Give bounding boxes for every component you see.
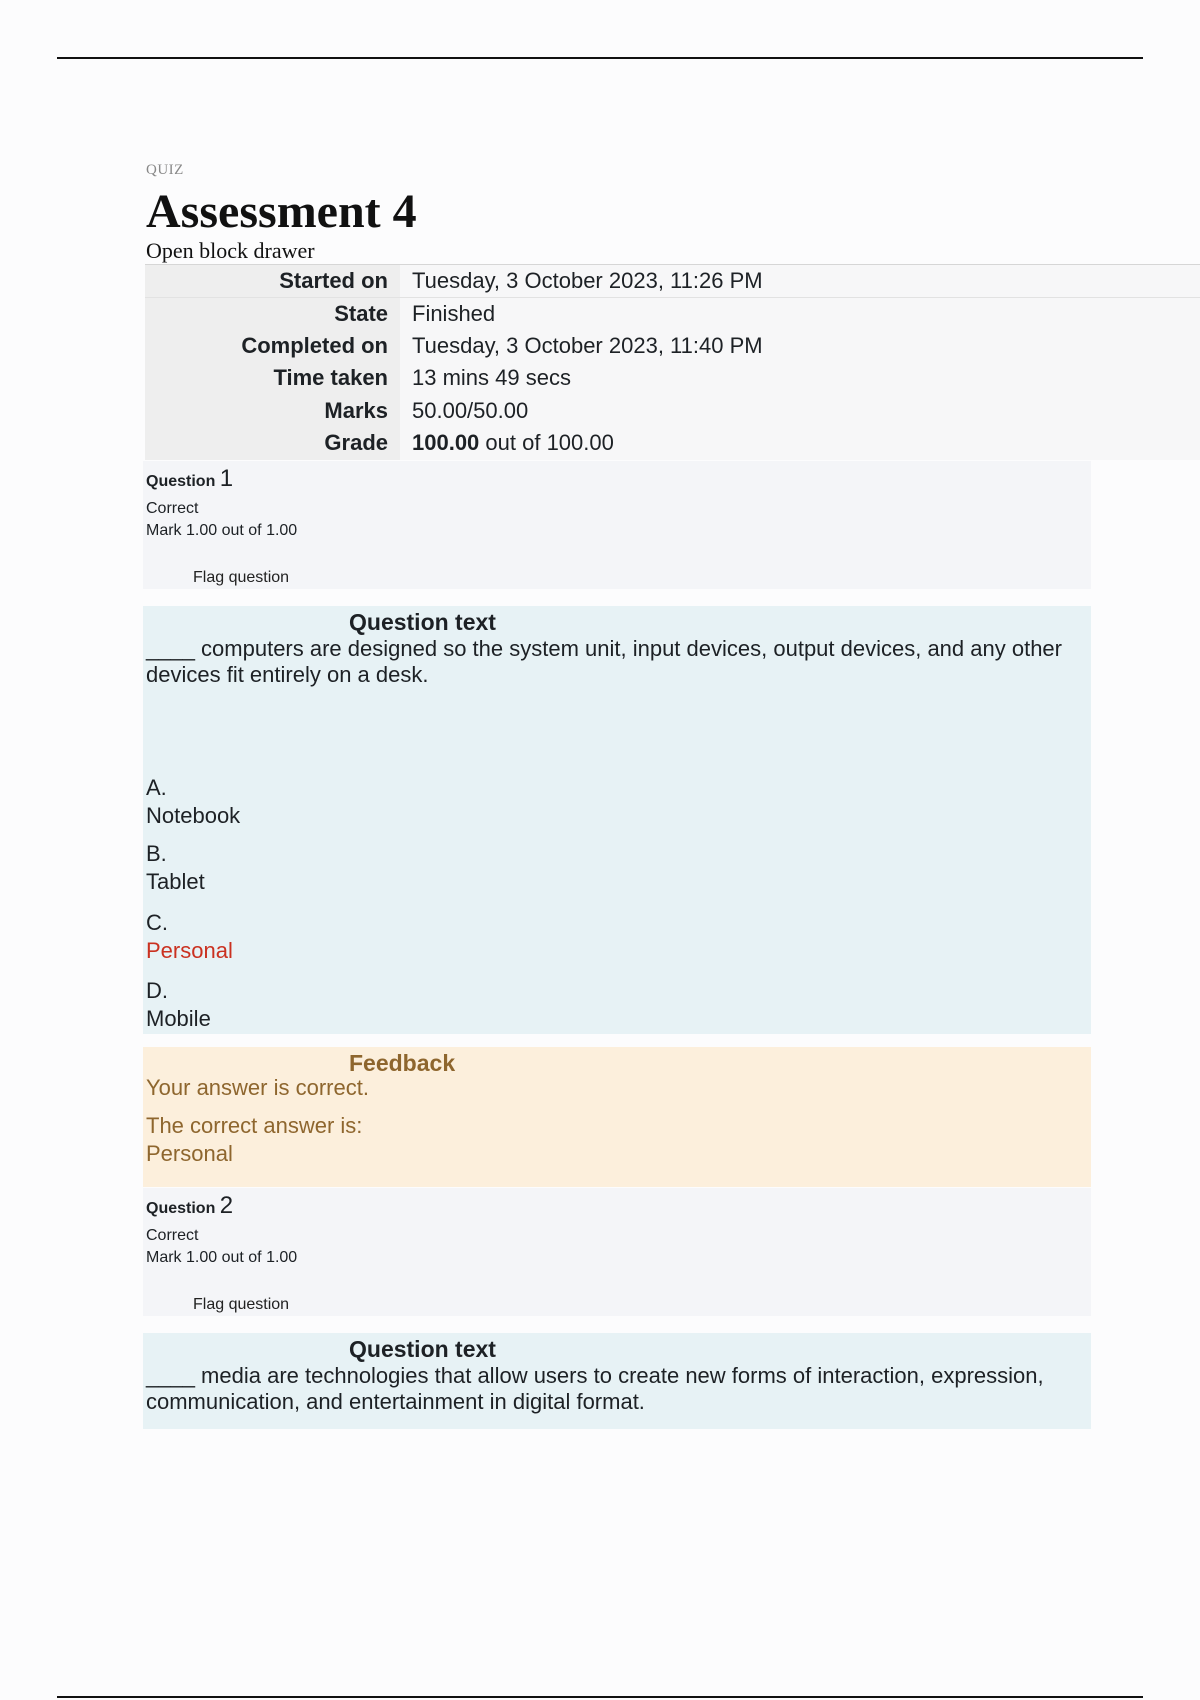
answer-label: Tablet bbox=[146, 869, 205, 894]
summary-row-started bbox=[145, 265, 1200, 298]
question-mark: Mark 1.00 out of 1.00 bbox=[146, 522, 298, 539]
section-label: QUIZ bbox=[146, 162, 184, 178]
summary-value: Tuesday, 3 October 2023, 11:40 PM bbox=[400, 330, 1200, 363]
question-number bbox=[146, 1192, 233, 1220]
question-1-feedback bbox=[143, 1047, 1091, 1187]
attempt-summary-table bbox=[145, 264, 1200, 460]
question-1-info bbox=[143, 461, 1091, 589]
question-text-heading: Question text bbox=[349, 1336, 496, 1362]
open-block-drawer-link[interactable]: Open block drawer bbox=[146, 238, 315, 263]
question-number-value: 2 bbox=[219, 1192, 234, 1219]
page-title: Assessment 4 bbox=[146, 185, 417, 238]
grade-value: 100.00 bbox=[412, 430, 480, 456]
answer-label: Mobile bbox=[146, 1006, 211, 1031]
summary-row-grade bbox=[145, 427, 1200, 460]
summary-value: 13 mins 49 secs bbox=[400, 362, 1200, 395]
question-state: Correct bbox=[146, 500, 199, 517]
answer-letter: C. bbox=[146, 910, 168, 935]
question-prefix: Question bbox=[146, 1200, 216, 1217]
flag-question-button[interactable]: Flag question bbox=[193, 1296, 290, 1313]
answer-letter: A. bbox=[146, 775, 167, 800]
summary-row-state bbox=[145, 297, 1200, 330]
summary-label: Completed on bbox=[145, 330, 400, 363]
flag-question-button[interactable]: Flag question bbox=[193, 569, 290, 586]
question-prompt: ____ computers are designed so the system unit, input devices, output devices, and any other devices fit entirely on a desk. bbox=[146, 636, 1062, 687]
summary-label: State bbox=[145, 297, 400, 330]
summary-row-marks bbox=[145, 395, 1200, 428]
summary-label: Time taken bbox=[145, 362, 400, 395]
answer-option-b[interactable] bbox=[146, 840, 205, 896]
feedback-result: Your answer is correct. bbox=[146, 1075, 369, 1100]
feedback-correct-intro: The correct answer is: bbox=[146, 1113, 363, 1138]
summary-value: Finished bbox=[400, 297, 1200, 330]
summary-label: Started on bbox=[145, 265, 400, 298]
summary-value: 50.00/50.00 bbox=[400, 395, 1200, 428]
summary-row-time-taken bbox=[145, 362, 1200, 395]
question-number bbox=[146, 465, 233, 493]
question-state: Correct bbox=[146, 1227, 199, 1244]
grade-out-of: out of 100.00 bbox=[479, 430, 614, 456]
question-number-value: 1 bbox=[219, 465, 234, 492]
question-1-text-box bbox=[143, 606, 1091, 1034]
page-bottom-rule bbox=[57, 1696, 1143, 1698]
answer-option-c[interactable] bbox=[146, 909, 233, 965]
page-top-rule bbox=[57, 57, 1143, 59]
summary-label: Marks bbox=[145, 395, 400, 428]
question-mark: Mark 1.00 out of 1.00 bbox=[146, 1249, 298, 1266]
summary-label: Grade bbox=[145, 427, 400, 460]
answer-option-a[interactable] bbox=[146, 774, 240, 830]
question-prefix: Question bbox=[146, 473, 216, 490]
summary-value bbox=[400, 427, 1200, 460]
question-2-text-box bbox=[143, 1333, 1091, 1429]
answer-letter: B. bbox=[146, 841, 167, 866]
summary-value: Tuesday, 3 October 2023, 11:26 PM bbox=[400, 265, 1200, 298]
answer-label: Notebook bbox=[146, 803, 241, 828]
feedback-correct-answer: Personal bbox=[146, 1141, 233, 1166]
summary-row-completed bbox=[145, 330, 1200, 363]
answer-label: Personal bbox=[146, 938, 233, 963]
answer-letter: D. bbox=[146, 978, 168, 1003]
answer-option-d[interactable] bbox=[146, 977, 211, 1033]
feedback-heading: Feedback bbox=[349, 1050, 456, 1076]
question-text-heading: Question text bbox=[349, 609, 496, 635]
question-2-info bbox=[143, 1188, 1091, 1316]
question-prompt: ____ media are technologies that allow users to create new forms of interaction, expression, communication, and entertainment in digital format. bbox=[146, 1363, 1044, 1414]
